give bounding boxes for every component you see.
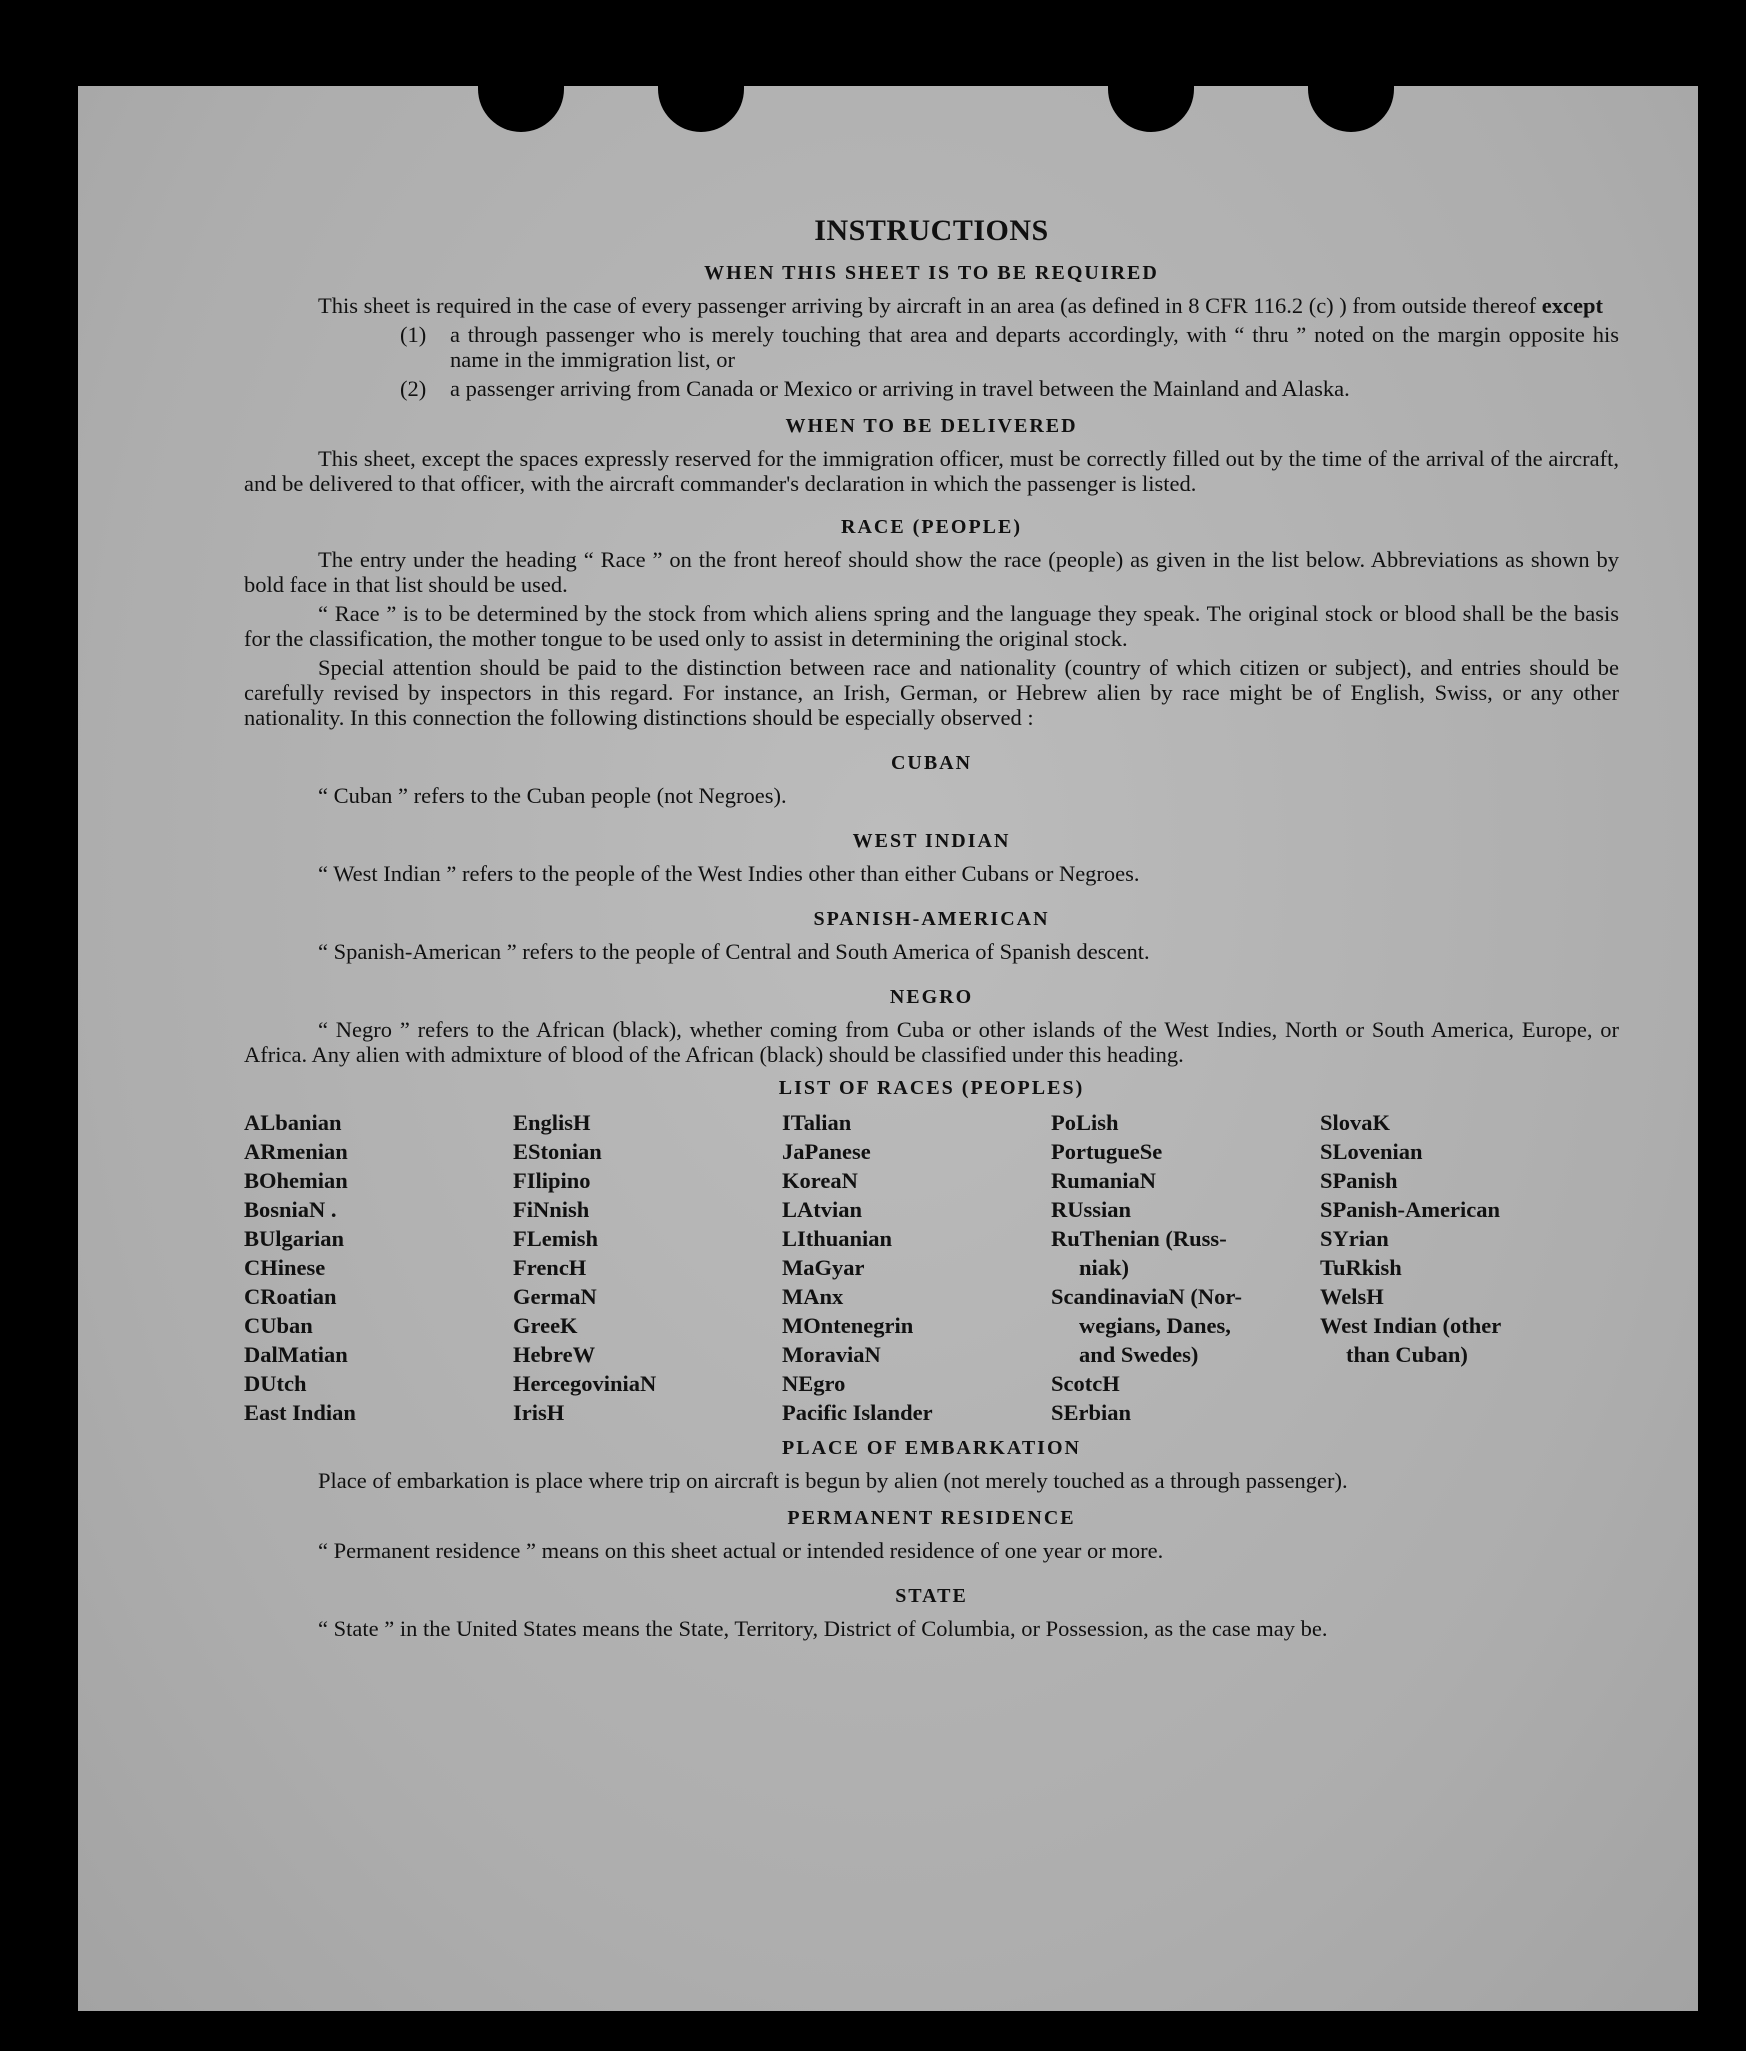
race-entry: niak)	[1079, 1255, 1130, 1280]
spanish-american-text: “ Spanish-American ” refers to the people of Central and South America of Spanish descent.	[318, 939, 1150, 964]
race-entry: EnglisH	[513, 1110, 591, 1135]
heading-west-indian: WEST INDIAN	[852, 830, 1011, 852]
races-column	[1051, 1108, 1320, 1427]
embarkation-text: Place of embarkation is place where trip on aircraft is begun by alien (not merely touched as a through passenger).	[318, 1468, 1348, 1493]
race-entry: CRoatian	[244, 1284, 337, 1309]
list-item	[400, 322, 1619, 372]
race-entry: MaGyar	[782, 1255, 865, 1280]
race-entry: CUban	[244, 1313, 313, 1338]
race-entry: LIthuanian	[782, 1226, 893, 1251]
race-entry: East Indian	[244, 1400, 356, 1425]
race-entry: CHinese	[244, 1255, 326, 1280]
race-entry: SlovaK	[1320, 1110, 1391, 1135]
cuban-text: “ Cuban ” refers to the Cuban people (not Negroes).	[318, 783, 787, 808]
required-paragraph	[244, 293, 1619, 318]
race-entry: PortugueSe	[1051, 1139, 1163, 1164]
races-column	[1320, 1108, 1619, 1427]
race-entry: West Indian (other	[1320, 1313, 1502, 1338]
punch-hole	[658, 80, 744, 132]
race-entry: PoLish	[1051, 1110, 1119, 1135]
race-entry: wegians, Danes,	[1079, 1313, 1231, 1338]
item-text: a through passenger who is merely touching that area and departs accordingly, with “ thru ” noted on the margin opposite his name in the immigration list, or	[450, 322, 1619, 372]
document-sheet	[78, 86, 1698, 2011]
race-entry: MOntenegrin	[782, 1313, 914, 1338]
race-entry: ALbanian	[244, 1110, 342, 1135]
races-column	[782, 1108, 1051, 1427]
heading-permanent-residence: PERMANENT RESIDENCE	[787, 1507, 1076, 1529]
race-entry: ITalian	[782, 1110, 852, 1135]
race-entry: and Swedes)	[1079, 1342, 1199, 1367]
race-entry: RUssian	[1051, 1197, 1132, 1222]
race-entry: FiNnish	[513, 1197, 590, 1222]
race-entry: than Cuban)	[1346, 1342, 1468, 1367]
race-entry: HebreW	[513, 1342, 596, 1367]
page-title: INSTRUCTIONS	[814, 214, 1049, 247]
race-paragraph-3: Special attention should be paid to the distinction between race and nationality (country of which citizen or subject), and entries should be carefully revised by inspectors in this regard. For instance, an Irish, German, or Hebrew alien by race might be of English, Swiss, or any other nationality. In this connection the following distinctions should be especially observed :	[244, 655, 1619, 730]
race-entry: FLemish	[513, 1226, 599, 1251]
race-entry: FrencH	[513, 1255, 587, 1280]
race-entry: DalMatian	[244, 1342, 348, 1367]
race-entry: SLovenian	[1320, 1139, 1423, 1164]
race-entry: RumaniaN	[1051, 1168, 1157, 1193]
punch-hole	[1308, 80, 1394, 132]
race-entry: BUlgarian	[244, 1226, 345, 1251]
punch-hole	[478, 80, 564, 132]
race-entry: SPanish	[1320, 1168, 1398, 1193]
required-except: except	[1541, 293, 1603, 318]
heading-race: RACE (PEOPLE)	[841, 516, 1022, 538]
race-entry: FIlipino	[513, 1168, 591, 1193]
race-entry: ARmenian	[244, 1139, 348, 1164]
heading-required: WHEN THIS SHEET IS TO BE REQUIRED	[704, 262, 1159, 284]
races-column	[513, 1108, 782, 1427]
race-entry: MAnx	[782, 1284, 844, 1309]
heading-embarkation: PLACE OF EMBARKATION	[782, 1437, 1081, 1459]
race-entry: BosniaN .	[244, 1197, 337, 1222]
item-number: (1)	[400, 322, 427, 347]
punch-hole	[1108, 80, 1194, 132]
race-entry: HercegoviniaN	[513, 1371, 657, 1396]
races-list	[244, 1108, 1619, 1427]
race-paragraph-1: The entry under the heading “ Race ” on the front hereof should show the race (people) as given in the list below. Abbreviations as shown by bold face in that list should be used.	[244, 547, 1619, 597]
item-number: (2)	[400, 376, 427, 401]
race-entry: ScotcH	[1051, 1371, 1120, 1396]
race-entry: SErbian	[1051, 1400, 1132, 1425]
race-entry: ScandinaviaN (Nor-	[1051, 1284, 1243, 1309]
race-entry: WelsH	[1320, 1284, 1384, 1309]
race-entry: IrisH	[513, 1400, 565, 1425]
heading-state: STATE	[895, 1585, 968, 1607]
race-entry: NEgro	[782, 1371, 846, 1396]
race-entry: Pacific Islander	[782, 1400, 933, 1425]
list-item	[400, 376, 1619, 401]
race-entry: BOhemian	[244, 1168, 348, 1193]
heading-cuban: CUBAN	[890, 752, 973, 774]
race-paragraph-2: “ Race ” is to be determined by the stock from which aliens spring and the language they speak. The original stock or blood shall be the basis for the classification, the mother tongue to be used only to assist in determining the original stock.	[244, 601, 1619, 651]
state-text: “ State ” in the United States means the State, Territory, District of Columbia, or Possession, as the case may be.	[318, 1616, 1328, 1641]
item-text: a passenger arriving from Canada or Mexico or arriving in travel between the Mainland and Alaska.	[450, 376, 1350, 401]
race-entry: SYrian	[1320, 1226, 1389, 1251]
heading-list-of-races: LIST OF RACES (PEOPLES)	[778, 1077, 1085, 1099]
race-entry: JaPanese	[782, 1139, 871, 1164]
delivered-text: This sheet, except the spaces expressly reserved for the immigration officer, must be correctly filled out by the time of the arrival of the aircraft, and be delivered to that officer, with the aircraft commander's declaration in which the passenger is listed.	[244, 446, 1619, 496]
races-column	[244, 1108, 513, 1427]
instructions-content	[244, 214, 1619, 1641]
race-entry: LAtvian	[782, 1197, 863, 1222]
race-entry: MoraviaN	[782, 1342, 881, 1367]
heading-spanish-american: SPANISH-AMERICAN	[813, 908, 1050, 930]
permanent-residence-text: “ Permanent residence ” means on this sheet actual or intended residence of one year or more.	[318, 1538, 1164, 1563]
heading-negro: NEGRO	[889, 986, 974, 1008]
race-entry: SPanish-American	[1320, 1197, 1500, 1222]
race-entry: GermaN	[513, 1284, 597, 1309]
race-entry: RuThenian (Russ-	[1051, 1226, 1227, 1251]
race-entry: KoreaN	[782, 1168, 858, 1193]
race-entry: EStonian	[513, 1139, 602, 1164]
west-indian-text: “ West Indian ” refers to the people of the West Indies other than either Cubans or Negroes.	[318, 861, 1140, 886]
heading-delivered: WHEN TO BE DELIVERED	[785, 415, 1078, 437]
race-entry: GreeK	[513, 1313, 578, 1338]
race-entry: TuRkish	[1320, 1255, 1402, 1280]
required-text: This sheet is required in the case of every passenger arriving by aircraft in an area (as defined in 8 CFR 116.2 (c) ) from outside thereof	[318, 293, 1542, 318]
race-entry: DUtch	[244, 1371, 307, 1396]
negro-text: “ Negro ” refers to the African (black), whether coming from Cuba or other islands of the West Indies, North or South America, Europe, or Africa. Any alien with admixture of blood of the African (black) should be classified under this heading.	[244, 1017, 1619, 1067]
